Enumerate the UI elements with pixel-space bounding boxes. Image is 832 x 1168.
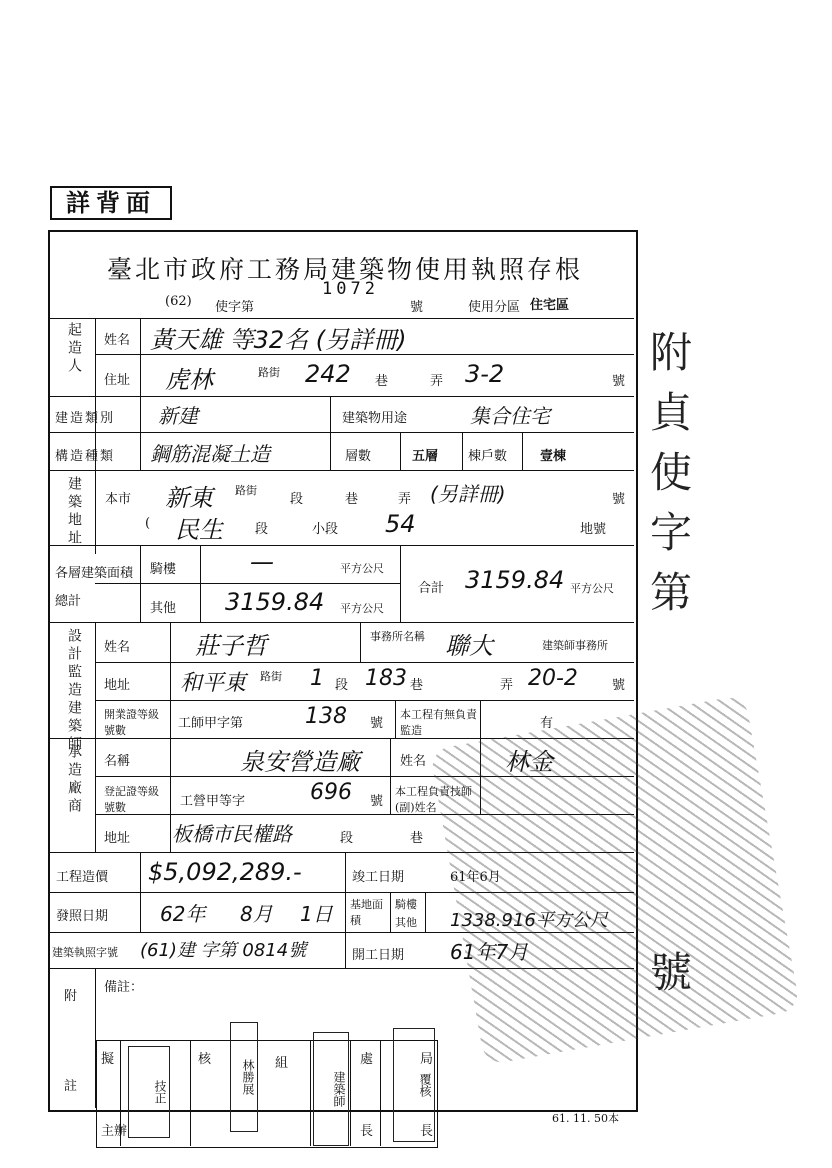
building-use-label: 建築物用途 <box>342 411 408 426</box>
applicant-no: 3-2 <box>465 360 505 388</box>
designer-no-label: 弄 <box>500 678 514 693</box>
site-road: 路街 <box>235 484 257 497</box>
other-area-value: 3159.84 <box>225 588 325 616</box>
right-glyph-2: 貞 <box>650 388 693 437</box>
arcade-label: 騎樓 <box>150 562 177 577</box>
site-line2-small: 小段 <box>312 522 339 537</box>
contractor-reg-value: 工營甲等字 <box>180 794 246 809</box>
floor-area-label: 各層建築面積總計 <box>55 566 134 609</box>
total-area-value: 3159.84 <box>465 566 565 594</box>
header-badge: 詳背面 <box>50 186 172 220</box>
site-line2-section: 段 <box>255 522 269 537</box>
permit-number-label: 建築執照字號 <box>52 946 118 959</box>
site-section: 段 <box>290 492 304 507</box>
base-other-label: 其他 <box>395 916 417 929</box>
floors-value: 五層 <box>412 449 439 464</box>
sign-c1: 擬 <box>101 1052 115 1067</box>
footer-note: 61. 11. 50本 <box>552 1112 619 1125</box>
designer-section-label: 設計監造建築師 <box>66 628 82 754</box>
sign-c2: 主辦 <box>101 1124 128 1139</box>
contractor-reg-end: 號 <box>370 794 384 809</box>
office-suffix: 建築師事務所 <box>542 639 608 652</box>
building-use-value: 集合住宅 <box>470 404 550 428</box>
total-area-unit: 平方公尺 <box>570 582 614 595</box>
site-note: (另詳冊) <box>430 482 506 506</box>
cert-label: 開業證等級號數 <box>104 708 159 737</box>
right-glyph-1: 附 <box>650 328 693 377</box>
structure-label: 構造種類 <box>55 449 116 464</box>
applicant-lane-no: 242 <box>305 360 351 388</box>
contractor-name-value: 泉安營造廠 <box>240 748 360 776</box>
zone-label: 使用分區 <box>468 300 521 315</box>
contractor-section-label: 承造廠商 <box>66 744 82 816</box>
sign-c8: 長 <box>420 1124 434 1139</box>
remarks-label: 備註： <box>104 980 144 995</box>
sign-c4: 組 <box>275 1056 289 1071</box>
sign-c3: 核 <box>198 1052 212 1067</box>
other-label: 其他 <box>150 601 177 616</box>
contractor-person-value: 林金 <box>505 748 553 776</box>
stamp-2: 林勝展 <box>230 1022 258 1132</box>
stain-overlay <box>430 695 801 1066</box>
start-value: 61年7月 <box>450 940 529 964</box>
cost-value: $5,092,289.- <box>148 858 302 886</box>
floors-label: 層數 <box>345 449 372 464</box>
supervise-value: 有 <box>540 716 554 731</box>
supervise-label: 本工程有無負責監造 <box>400 708 477 737</box>
office-label: 事務所名稱 <box>370 630 425 643</box>
completion-value: 61年6月 <box>450 870 501 885</box>
arcade-unit: 平方公尺 <box>340 562 384 575</box>
designer-lane: 183 <box>365 666 407 691</box>
base-area-label: 基地面積 <box>350 898 383 927</box>
contractor-address-label: 地址 <box>104 831 131 846</box>
stamp-3: 建築師 <box>313 1032 349 1146</box>
issue-label: 發照日期 <box>56 909 109 924</box>
permit-word: 使字第 <box>215 300 255 315</box>
site-line1-end: 號 <box>612 492 626 507</box>
permit-year: (62) <box>165 294 192 309</box>
contractor-person-label: 姓名 <box>400 754 427 769</box>
remarks-side-top: 附 <box>64 989 78 1004</box>
start-label: 開工日期 <box>352 948 405 963</box>
designer-section-label-text: 段 <box>335 678 349 693</box>
applicant-section-label: 起造人 <box>66 322 82 376</box>
completion-label: 竣工日期 <box>352 870 405 885</box>
form-title: 臺北市政府工務局建築物使用執照存根 <box>106 255 583 284</box>
remarks-side-bottom: 註 <box>64 1079 78 1094</box>
applicant-address-value: 虎林 <box>165 366 213 394</box>
issue-day: 1日 <box>300 902 333 926</box>
designer-name-label: 姓名 <box>104 640 131 655</box>
applicant-address-end: 號 <box>612 374 626 389</box>
applicant-name-value: 黃天雄 等32名 (另詳冊) <box>150 326 407 354</box>
contractor-address-value: 板橋市民權路 <box>172 822 292 846</box>
designer-lane-label: 巷 <box>410 678 424 693</box>
designer-address-road: 路街 <box>260 670 282 683</box>
contractor-address-section: 段 <box>340 831 354 846</box>
right-glyph-6: 號 <box>650 948 693 997</box>
site-section-label: 建築地址 <box>66 476 82 548</box>
designer-name-value: 莊子哲 <box>195 632 267 660</box>
site-alley: 弄 <box>398 492 412 507</box>
permit-number-value: (61)建 字第 0814號 <box>140 940 307 961</box>
site-lane: 巷 <box>345 492 359 507</box>
cert-value: 工師甲字第 <box>178 716 244 731</box>
contractor-reg-number: 696 <box>310 780 352 805</box>
designer-address-section: 1 <box>310 666 324 691</box>
designer-no: 20-2 <box>528 666 578 691</box>
cost-label: 工程造價 <box>56 870 109 885</box>
structure-value: 鋼筋混凝土造 <box>150 442 270 466</box>
cert-end: 號 <box>370 716 384 731</box>
applicant-address-label: 住址 <box>104 373 131 388</box>
building-class-label: 建造類別 <box>55 411 116 426</box>
stamp-4: 覆核 <box>393 1028 435 1142</box>
right-glyph-5: 第 <box>650 568 693 617</box>
site-prefix: 本市 <box>105 492 132 507</box>
right-glyph-4: 字 <box>650 508 693 557</box>
units-label: 棟戶數 <box>468 449 508 464</box>
issue-month: 8月 <box>240 902 273 926</box>
designer-address-label: 地址 <box>104 678 131 693</box>
building-class-value: 新建 <box>158 404 198 428</box>
contractor-name-label: 名稱 <box>104 754 131 769</box>
designer-address-end: 號 <box>612 678 626 693</box>
site-lot-number: 54 <box>385 510 416 538</box>
base-other-value: 1338.916平方公尺 <box>450 910 608 931</box>
zone-value: 住宅區 <box>530 298 570 313</box>
stamp-1: 技正 <box>128 1046 170 1138</box>
contractor-reg-label: 登記證等級號數 <box>104 785 159 814</box>
applicant-lane-label: 巷 <box>375 374 389 389</box>
applicant-no-label: 弄 <box>430 374 444 389</box>
applicant-address-road: 路街 <box>258 366 280 379</box>
sign-c5: 處 <box>360 1052 374 1067</box>
right-glyph-3: 使 <box>650 448 693 497</box>
cert-number: 138 <box>305 704 347 729</box>
office-value: 聯大 <box>445 632 493 660</box>
serial-number: 1072 <box>322 279 379 299</box>
tech-label: 本工程負責技師(副)姓名 <box>395 785 472 814</box>
site-district: 民生 <box>175 516 223 544</box>
total-area-label: 合計 <box>418 581 445 596</box>
site-street: 新東 <box>165 484 213 512</box>
sign-c7: 局 <box>420 1052 434 1067</box>
site-line2-end: 地號 <box>580 522 607 537</box>
sign-c6: 長 <box>360 1124 374 1139</box>
designer-address-value: 和平東 <box>180 671 247 696</box>
base-arcade-label: 騎樓 <box>395 898 417 911</box>
arcade-value: — <box>250 548 274 576</box>
issue-year: 62年 <box>160 902 206 926</box>
applicant-name-label: 姓名 <box>104 333 131 348</box>
permit-suffix: 號 <box>410 300 424 315</box>
contractor-address-lane: 巷 <box>410 831 424 846</box>
other-unit: 平方公尺 <box>340 602 384 615</box>
units-value: 壹棟 <box>540 449 567 464</box>
